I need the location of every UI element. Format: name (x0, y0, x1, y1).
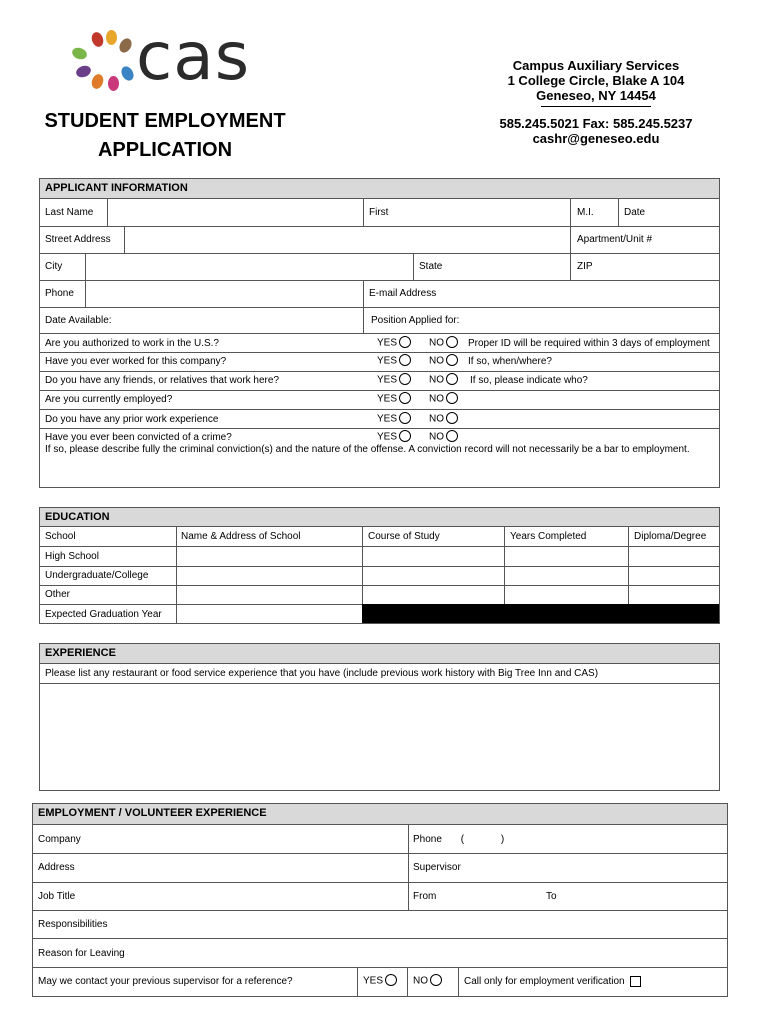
q-prior-experience-no[interactable] (429, 413, 458, 425)
q-prior-experience-yes[interactable] (377, 413, 411, 425)
q-employed: Are you currently employed? (45, 394, 173, 405)
q-worked-before: Have you ever worked for this company? (45, 356, 227, 367)
conviction-description-field[interactable] (41, 457, 718, 485)
q-relatives-yes[interactable] (377, 374, 411, 386)
q-employed-no[interactable] (429, 393, 458, 405)
q-authorized-note: Proper ID will be required within 3 days of employment (468, 338, 710, 349)
emp-call-only[interactable] (464, 976, 641, 987)
logo-petal-yellow (106, 30, 117, 45)
edu-col-diploma: Diploma/Degree (634, 531, 707, 542)
emp-phone-text: Phone (413, 834, 442, 845)
apartment-label: Apartment/Unit # (577, 234, 653, 245)
emp-to-label: To (546, 891, 557, 902)
logo-petal-brown (117, 36, 134, 54)
yes-label: YES (377, 431, 398, 443)
q-relatives-note: If so, please indicate who? (470, 375, 588, 386)
phone-label: Phone (45, 288, 74, 299)
experience-header: EXPERIENCE (40, 644, 719, 664)
applicant-section (39, 178, 720, 488)
page-title-line1: STUDENT EMPLOYMENT (44, 110, 286, 132)
position-label: Position Applied for: (371, 315, 460, 326)
emp-contact-yes[interactable] (363, 975, 397, 987)
q-relatives: Do you have any friends, or relatives that work here? (45, 375, 280, 386)
emp-contact-question: May we contact your previous supervisor for a reference? (38, 976, 293, 987)
edu-col-course: Course of Study (368, 531, 440, 542)
date-available-label: Date Available: (45, 315, 112, 326)
radio-icon[interactable] (446, 430, 458, 442)
q-worked-before-no[interactable] (429, 355, 458, 367)
emp-job-title-label: Job Title (38, 891, 76, 902)
contact-address2: Geneseo, NY 14454 (536, 88, 656, 103)
logo-petal-orange (90, 73, 105, 91)
contact-phone-fax: 585.245.5021 Fax: 585.245.5237 (499, 116, 693, 131)
emp-phone-paren-close: ) (500, 834, 505, 845)
radio-icon[interactable] (399, 392, 411, 404)
emp-phone-label (413, 834, 504, 845)
emp-address-label: Address (38, 862, 75, 873)
edu-blocked-cells (362, 604, 719, 623)
logo-petal-pink (108, 76, 119, 91)
last-name-field[interactable] (108, 199, 363, 226)
no-label: NO (429, 431, 444, 443)
first-name-label: First (369, 207, 389, 218)
emp-reason-label: Reason for Leaving (38, 948, 125, 959)
phone-field[interactable] (86, 280, 363, 307)
q-convicted-yes[interactable] (377, 431, 411, 443)
emp-contact-no[interactable] (413, 975, 442, 987)
edu-row-high-school: High School (45, 551, 99, 562)
page-title-line2: APPLICATION (97, 139, 233, 161)
employment-section (32, 803, 728, 997)
radio-icon[interactable] (446, 336, 458, 348)
radio-icon[interactable] (399, 412, 411, 424)
last-name-label: Last Name (45, 207, 94, 218)
yes-label: YES (377, 374, 398, 386)
date-label: Date (624, 207, 646, 218)
yes-label: YES (377, 355, 398, 367)
radio-icon[interactable] (446, 392, 458, 404)
q-authorized: Are you authorized to work in the U.S.? (45, 338, 219, 349)
contact-address1: 1 College Circle, Blake A 104 (507, 73, 685, 88)
yes-label: YES (377, 337, 398, 349)
q-worked-before-yes[interactable] (377, 355, 411, 367)
logo-petal-blue (119, 64, 136, 82)
edu-row-other: Other (45, 589, 71, 600)
experience-text-area[interactable] (41, 684, 718, 789)
logo-petal-purple (75, 64, 93, 79)
edu-col-school: School (45, 531, 76, 542)
q-authorized-yes[interactable] (377, 337, 411, 349)
q-convicted-note: If so, please describe fully the criminal conviction(s) and the nature of the offense. A conviction record will not necessarily be a bar to employment. (45, 444, 690, 455)
radio-icon[interactable] (399, 373, 411, 385)
applicant-header: APPLICANT INFORMATION (40, 179, 719, 199)
education-header: EDUCATION (40, 508, 719, 527)
education-section (39, 507, 720, 624)
radio-icon[interactable] (446, 354, 458, 366)
no-label: NO (413, 975, 428, 987)
q-prior-experience: Do you have any prior work experience (45, 414, 219, 425)
city-label: City (45, 261, 63, 272)
logo (70, 18, 270, 95)
no-label: NO (429, 413, 444, 425)
contact-block (460, 58, 732, 146)
logo-text: cas (136, 18, 251, 95)
checkbox-icon[interactable] (630, 976, 641, 987)
experience-section (39, 643, 720, 791)
logo-petal-red (90, 31, 105, 49)
emp-company-label: Company (38, 834, 81, 845)
city-field[interactable] (86, 253, 413, 280)
emp-supervisor-label: Supervisor (413, 862, 461, 873)
edu-col-years: Years Completed (510, 531, 587, 542)
call-only-label: Call only for employment verification (464, 976, 625, 988)
radio-icon[interactable] (385, 974, 397, 986)
radio-icon[interactable] (430, 974, 442, 986)
no-label: NO (429, 355, 444, 367)
edu-row-graduation-year: Expected Graduation Year (45, 609, 162, 620)
emp-responsibilities-label: Responsibilities (38, 919, 108, 930)
q-authorized-no[interactable] (429, 337, 458, 349)
email-label: E-mail Address (369, 288, 437, 299)
radio-icon[interactable] (399, 354, 411, 366)
q-employed-yes[interactable] (377, 393, 411, 405)
edu-col-name-address: Name & Address of School (181, 531, 301, 542)
contact-org: Campus Auxiliary Services (512, 58, 680, 73)
yes-label: YES (377, 393, 398, 405)
no-label: NO (429, 337, 444, 349)
no-label: NO (429, 393, 444, 405)
street-address-label: Street Address (45, 234, 111, 245)
radio-icon[interactable] (399, 336, 411, 348)
state-label: State (419, 261, 443, 272)
radio-icon[interactable] (446, 373, 458, 385)
zip-label: ZIP (577, 261, 593, 272)
q-convicted: Have you ever been convicted of a crime? (45, 432, 232, 443)
emp-from-label: From (413, 891, 437, 902)
contact-divider (541, 106, 651, 107)
no-label: NO (429, 374, 444, 386)
q-relatives-no[interactable] (429, 374, 458, 386)
edu-row-undergrad: Undergraduate/College (45, 570, 149, 581)
employment-header: EMPLOYMENT / VOLUNTEER EXPERIENCE (33, 804, 727, 825)
logo-petal-green (71, 46, 89, 61)
radio-icon[interactable] (446, 412, 458, 424)
emp-phone-paren-open: ( (460, 834, 465, 845)
experience-prompt: Please list any restaurant or food service experience that you have (include previous work history with Big Tree Inn and CAS) (45, 668, 599, 679)
radio-icon[interactable] (399, 430, 411, 442)
yes-label: YES (363, 975, 384, 987)
yes-label: YES (377, 413, 398, 425)
street-address-field[interactable] (125, 226, 570, 253)
q-worked-before-note: If so, when/where? (468, 356, 552, 367)
q-convicted-no[interactable] (429, 431, 458, 443)
contact-email: cashr@geneseo.edu (532, 131, 660, 146)
mi-label: M.I. (577, 207, 594, 218)
